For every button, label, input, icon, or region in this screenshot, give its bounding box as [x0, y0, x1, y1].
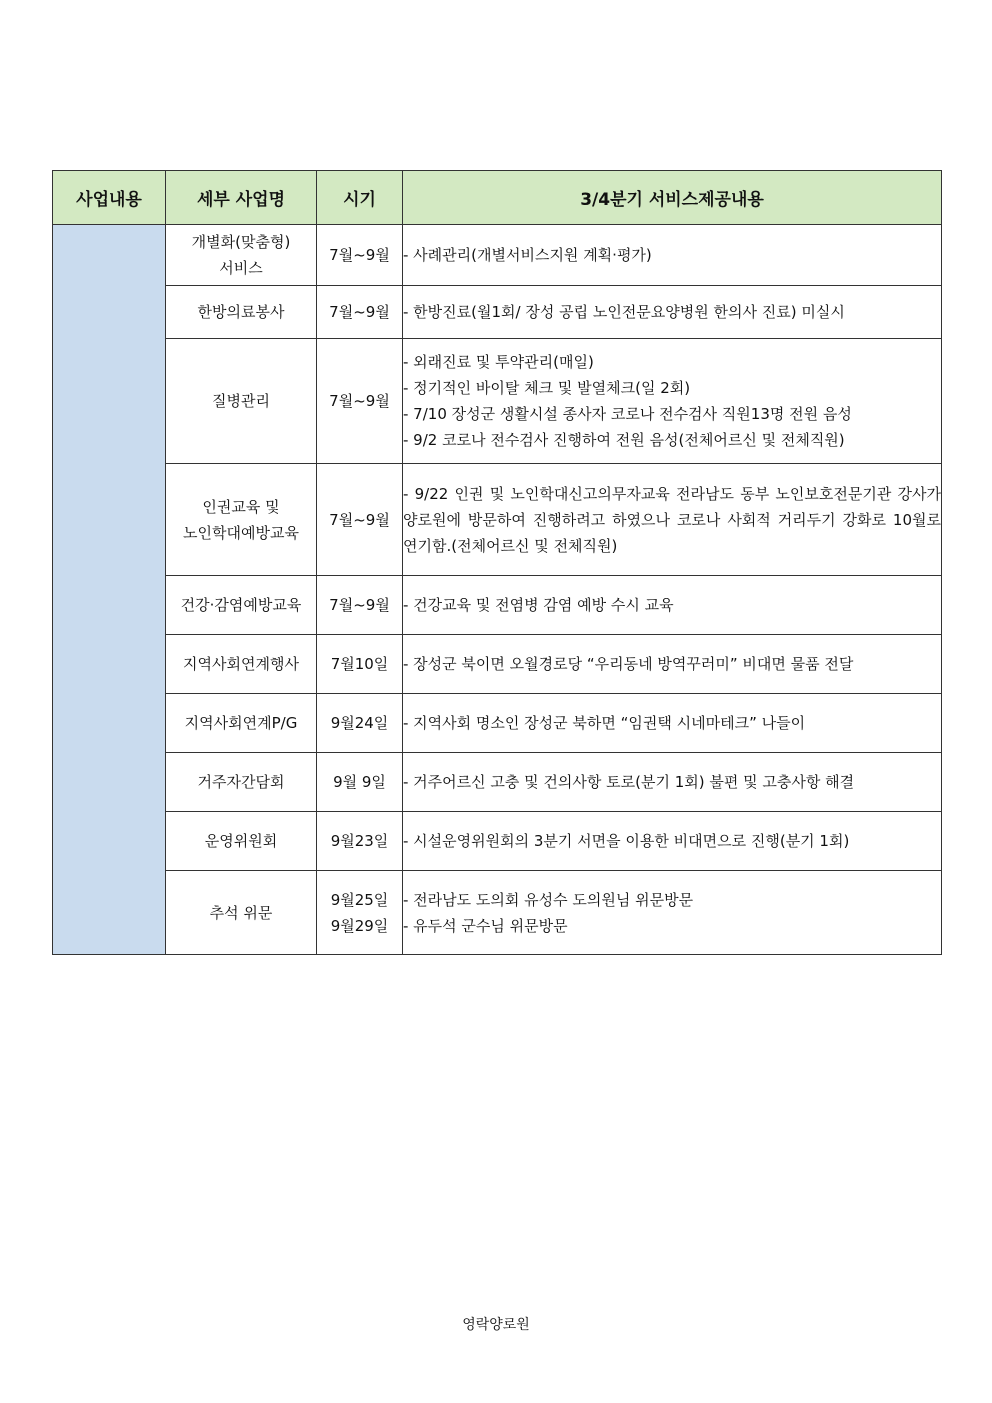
- content-line: - 정기적인 바이탈 체크 및 발열체크(일 2회): [403, 379, 691, 397]
- program-name-cell: [166, 576, 317, 635]
- period-cell: [317, 694, 403, 753]
- period-line: 7월~9월: [329, 246, 390, 264]
- content-paragraph: - 9/22 인권 및 노인학대신고의무자교육 전라남도 동부 노인보호전문기관 강사가 양로원에 방문하여 진행하려고 하였으나 코로나 사회적 거리두기 강화로 10월로 연기함.(전체어르신 및 전체직원): [403, 484, 941, 555]
- period-line: 7월~9월: [329, 303, 390, 321]
- content-line: - 사례관리(개별서비스지원 계획·평가): [403, 246, 652, 264]
- period-line: 9월29일: [330, 916, 389, 935]
- period-cell: [317, 635, 403, 694]
- program-name-cell: [166, 753, 317, 812]
- program-name-line: 노인학대예방교육: [183, 523, 299, 542]
- header-category: 사업내용: [53, 171, 166, 225]
- content-cell: [403, 694, 942, 753]
- program-name-line: 지역사회연계P/G: [184, 714, 298, 732]
- table-header-row: [53, 171, 942, 225]
- service-report-table: [52, 170, 942, 955]
- table-row: [53, 464, 942, 576]
- program-name-line: 서비스: [219, 259, 263, 277]
- content-line: - 9/2 코로나 전수검사 진행하여 전원 음성(전체어르신 및 전체직원): [403, 431, 845, 449]
- period-line: 7월10일: [330, 655, 389, 673]
- program-name-line: 운영위원회: [204, 832, 278, 850]
- footer-org-name: 영락양로원: [462, 1317, 530, 1333]
- program-name-cell: [166, 694, 317, 753]
- program-name-line: 건강·감염예방교육: [180, 596, 302, 614]
- period-cell: [317, 753, 403, 812]
- program-name-cell: [166, 812, 317, 871]
- period-cell: [317, 576, 403, 635]
- period-cell: [317, 464, 403, 576]
- period-cell: [317, 225, 403, 286]
- table-row: [53, 812, 942, 871]
- period-line: 9월25일: [330, 890, 389, 909]
- content-line: - 외래진료 및 투약관리(매일): [403, 353, 594, 371]
- content-cell: [403, 286, 942, 339]
- program-name-cell: [166, 339, 317, 464]
- content-cell: [403, 225, 942, 286]
- program-name-line: 질병관리: [212, 392, 270, 410]
- program-name-line: 지역사회연계행사: [183, 655, 299, 673]
- table-row: [53, 753, 942, 812]
- program-name-cell: [166, 464, 317, 576]
- content-line: - 전라남도 도의회 유성수 도의원님 위문방문: [403, 890, 694, 909]
- program-name-cell: [166, 871, 317, 955]
- program-name-cell: [166, 635, 317, 694]
- period-line: 9월24일: [330, 714, 389, 732]
- header-period: 시기: [317, 171, 403, 225]
- period-line: 9월 9일: [333, 773, 386, 791]
- program-name-cell: [166, 225, 317, 286]
- content-line: - 거주어르신 고충 및 건의사항 토로(분기 1회) 불편 및 고충사항 해결: [403, 773, 855, 791]
- table-row: [53, 635, 942, 694]
- period-cell: [317, 812, 403, 871]
- content-cell: [403, 753, 942, 812]
- header-content: 3/4분기 서비스제공내용: [403, 171, 942, 225]
- category-cell: [53, 225, 166, 955]
- period-line: 9월23일: [330, 832, 389, 850]
- content-cell: [403, 635, 942, 694]
- content-cell: [403, 871, 942, 955]
- table-row: [53, 286, 942, 339]
- table-row: [53, 225, 942, 286]
- content-line: - 시설운영위원회의 3분기 서면을 이용한 비대면으로 진행(분기 1회): [403, 832, 850, 850]
- period-cell: [317, 871, 403, 955]
- header-program-name: 세부 사업명: [166, 171, 317, 225]
- content-line: - 건강교육 및 전염병 감염 예방 수시 교육: [403, 596, 674, 614]
- table-row: [53, 694, 942, 753]
- period-line: 7월~9월: [329, 596, 390, 614]
- table-row: [53, 339, 942, 464]
- period-cell: [317, 339, 403, 464]
- period-line: 7월~9월: [329, 392, 390, 410]
- content-line: - 장성군 북이면 오월경로당 “우리동네 방역꾸러미” 비대면 물품 전달: [403, 655, 854, 673]
- content-line: - 지역사회 명소인 장성군 북하면 “임권택 시네마테크” 나들이: [403, 714, 806, 732]
- content-cell: [403, 339, 942, 464]
- program-name-line: 한방의료봉사: [197, 303, 285, 321]
- content-cell: [403, 812, 942, 871]
- program-name-line: 거주자간담회: [197, 773, 285, 791]
- program-name-line: 개별화(맞춤형): [191, 233, 291, 251]
- content-line: - 유두석 군수님 위문방문: [403, 916, 568, 935]
- program-name-line: 인권교육 및: [202, 497, 280, 516]
- program-name-line: 추석 위문: [209, 903, 273, 922]
- content-line: - 7/10 장성군 생활시설 종사자 코로나 전수검사 직원13명 전원 음성: [403, 405, 852, 423]
- period-cell: [317, 286, 403, 339]
- table-row: [53, 871, 942, 955]
- content-line: - 한방진료(월1회/ 장성 공립 노인전문요양병원 한의사 진료) 미실시: [403, 303, 845, 321]
- content-cell: [403, 576, 942, 635]
- period-line: 7월~9월: [329, 510, 390, 529]
- program-name-cell: [166, 286, 317, 339]
- table-row: [53, 576, 942, 635]
- content-cell: [403, 464, 942, 576]
